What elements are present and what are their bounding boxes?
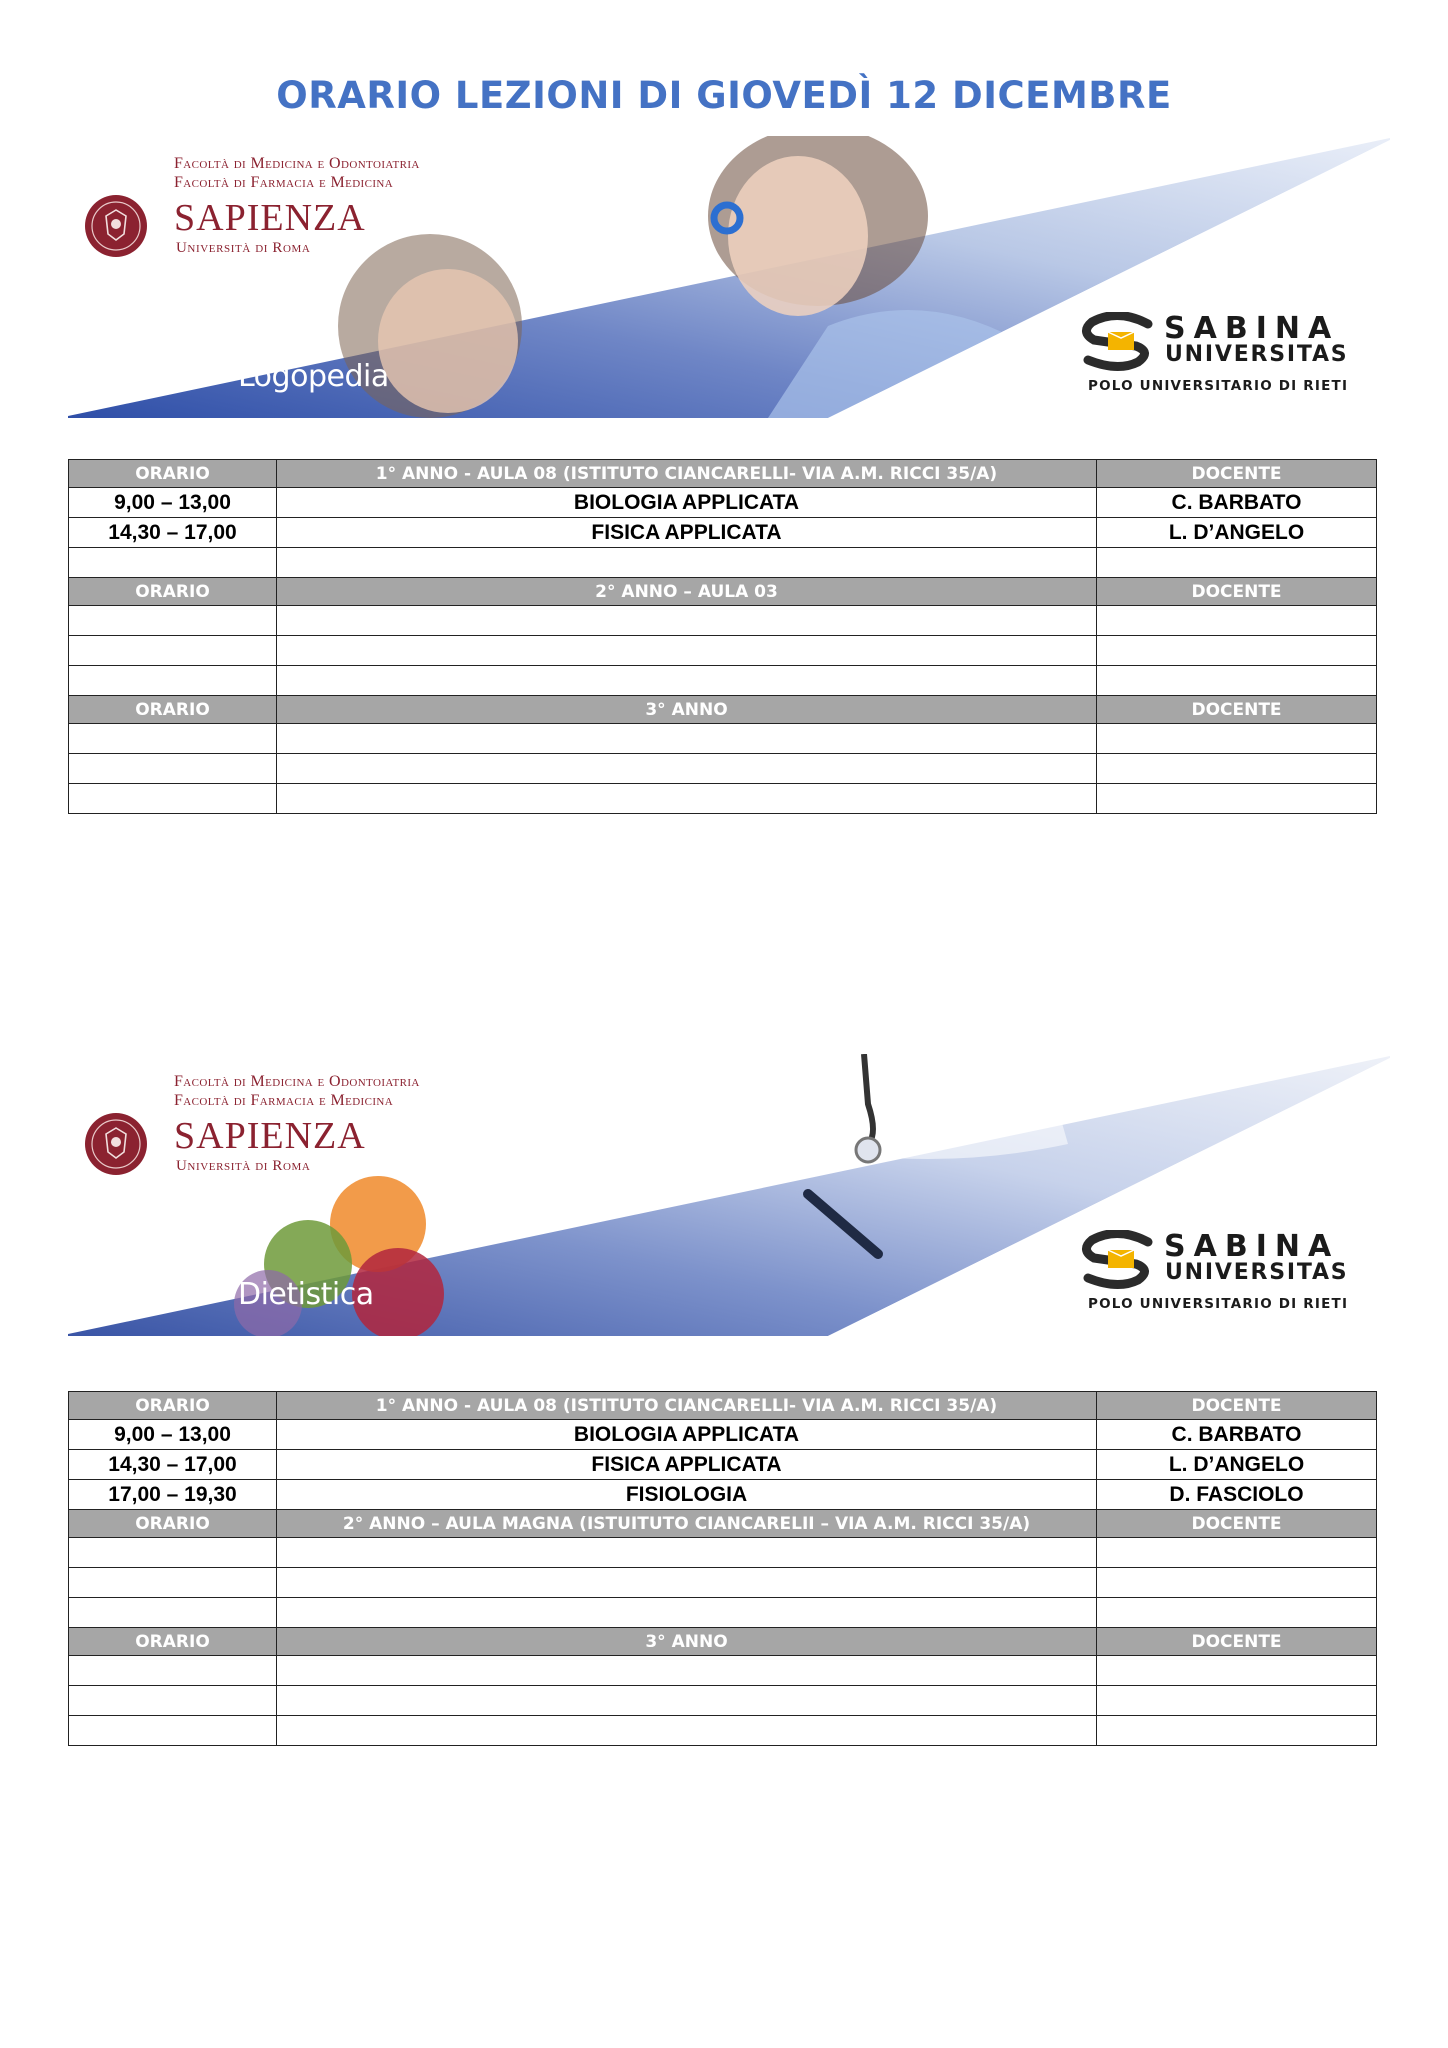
header-year: 3° ANNO [277,1628,1097,1656]
table-header-row [69,460,1377,488]
cell-teacher [1097,1538,1377,1568]
table-row [69,1420,1377,1450]
sapienza-sub: Università di Roma [176,1158,311,1174]
table-row [69,754,1377,784]
course-name: Dietistica [238,1277,374,1312]
sabina-name: SABINA [1164,1229,1340,1264]
cell-teacher [1097,666,1377,696]
cell-teacher [1097,754,1377,784]
cell-time [69,1598,277,1628]
header-orario: ORARIO [69,578,277,606]
cell-teacher [1097,606,1377,636]
header-orario: ORARIO [69,460,277,488]
header-docente: DOCENTE [1097,460,1377,488]
cell-time [69,1656,277,1686]
table-row [69,488,1377,518]
cell-subject [277,754,1097,784]
cell-time: 9,00 – 13,00 [69,488,277,518]
sabina-universitas: UNIVERSITAS [1165,342,1349,367]
sapienza-sub: Università di Roma [176,240,311,256]
schedule-table-dietistica [68,1391,1377,1746]
cell-teacher [1097,636,1377,666]
table-row [69,518,1377,548]
cell-time [69,666,277,696]
cell-time: 9,00 – 13,00 [69,1420,277,1450]
cell-time [69,1716,277,1746]
header-year: 2° ANNO – AULA MAGNA (ISTUITUTO CIANCARELII – VIA A.M. RICCI 35/A) [277,1510,1097,1538]
cell-time: 17,00 – 19,30 [69,1480,277,1510]
cell-time [69,606,277,636]
course-banner-logopedia [68,136,1390,418]
cell-subject [277,548,1097,578]
sabina-polo: POLO UNIVERSITARIO DI RIETI [1088,378,1349,394]
cell-subject: BIOLOGIA APPLICATA [277,1420,1097,1450]
course-banner-dietistica [68,1054,1390,1336]
course-name: Logopedia [238,359,389,394]
cell-subject [277,1656,1097,1686]
header-docente: DOCENTE [1097,1628,1377,1656]
cell-teacher [1097,548,1377,578]
cell-teacher [1097,1598,1377,1628]
cell-teacher: L. D’ANGELO [1097,518,1377,548]
header-orario: ORARIO [69,1628,277,1656]
table-row [69,606,1377,636]
table-row [69,666,1377,696]
cell-subject [277,784,1097,814]
table-row [69,784,1377,814]
table-row [69,1686,1377,1716]
table-header-row [69,1392,1377,1420]
sapienza-name: SAPIENZA [174,1115,366,1157]
cell-subject [277,606,1097,636]
cell-subject [277,636,1097,666]
cell-subject [277,1538,1097,1568]
cell-teacher [1097,1716,1377,1746]
sapienza-name: SAPIENZA [174,197,366,239]
cell-time [69,1686,277,1716]
sabina-logo-icon [1078,312,1162,372]
table-row [69,724,1377,754]
sabina-logo-icon [1078,1230,1162,1290]
cell-subject [277,1716,1097,1746]
table-header-row [69,1510,1377,1538]
cell-teacher [1097,1686,1377,1716]
faculty-line-1: Facoltà di Medicina e Odontoiatria [174,1073,420,1090]
header-docente: DOCENTE [1097,696,1377,724]
cell-teacher: L. D’ANGELO [1097,1450,1377,1480]
cell-subject [277,666,1097,696]
cell-teacher [1097,784,1377,814]
cell-subject: BIOLOGIA APPLICATA [277,488,1097,518]
cell-time [69,754,277,784]
table-row [69,1598,1377,1628]
cell-time: 14,30 – 17,00 [69,1450,277,1480]
schedule-table-logopedia [68,459,1377,814]
table-row [69,1480,1377,1510]
table-row [69,548,1377,578]
cell-subject [277,1568,1097,1598]
header-docente: DOCENTE [1097,1510,1377,1538]
cell-teacher [1097,1568,1377,1598]
table-header-row [69,578,1377,606]
cell-time [69,1538,277,1568]
cell-subject [277,1686,1097,1716]
header-orario: ORARIO [69,1510,277,1538]
cell-time [69,636,277,666]
header-docente: DOCENTE [1097,578,1377,606]
faculty-line-2: Facoltà di Farmacia e Medicina [174,1092,394,1109]
table-row [69,1716,1377,1746]
sabina-universitas: UNIVERSITAS [1165,1260,1349,1285]
cell-subject: FISICA APPLICATA [277,1450,1097,1480]
cell-teacher: D. FASCIOLO [1097,1480,1377,1510]
faculty-line-2: Facoltà di Farmacia e Medicina [174,174,394,191]
table-row [69,1538,1377,1568]
cell-teacher: C. BARBATO [1097,1420,1377,1450]
page-title: ORARIO LEZIONI DI GIOVEDÌ 12 DICEMBRE [276,74,1172,117]
cell-time [69,548,277,578]
cell-teacher [1097,1656,1377,1686]
header-year: 3° ANNO [277,696,1097,724]
table-row [69,1568,1377,1598]
header-year: 2° ANNO – AULA 03 [277,578,1097,606]
cell-time: 14,30 – 17,00 [69,518,277,548]
table-row [69,1450,1377,1480]
table-header-row [69,696,1377,724]
cell-subject: FISIOLOGIA [277,1480,1097,1510]
header-orario: ORARIO [69,696,277,724]
faculty-line-1: Facoltà di Medicina e Odontoiatria [174,155,420,172]
cell-time [69,784,277,814]
cell-time [69,724,277,754]
header-orario: ORARIO [69,1392,277,1420]
sapienza-seal-icon [84,1112,148,1176]
cell-subject [277,1598,1097,1628]
sapienza-seal-icon [84,194,148,258]
cell-teacher: C. BARBATO [1097,488,1377,518]
header-year: 1° ANNO - AULA 08 (ISTITUTO CIANCARELLI- VIA A.M. RICCI 35/A) [277,460,1097,488]
header-year: 1° ANNO - AULA 08 (ISTITUTO CIANCARELLI- VIA A.M. RICCI 35/A) [277,1392,1097,1420]
table-row [69,1656,1377,1686]
sabina-polo: POLO UNIVERSITARIO DI RIETI [1088,1296,1349,1312]
cell-teacher [1097,724,1377,754]
sabina-name: SABINA [1164,311,1340,346]
cell-subject: FISICA APPLICATA [277,518,1097,548]
cell-time [69,1568,277,1598]
cell-subject [277,724,1097,754]
table-header-row [69,1628,1377,1656]
header-docente: DOCENTE [1097,1392,1377,1420]
table-row [69,636,1377,666]
